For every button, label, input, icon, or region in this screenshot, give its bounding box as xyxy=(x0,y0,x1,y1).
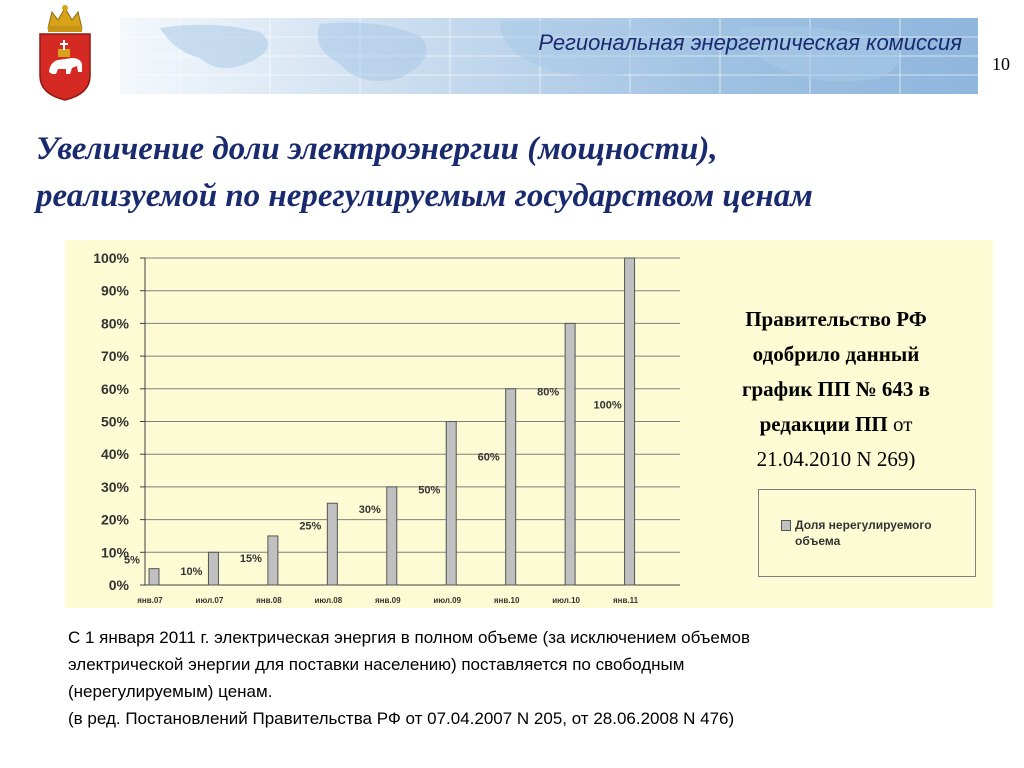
chart-legend xyxy=(758,489,976,577)
note-line-4-rest: от xyxy=(887,412,913,436)
x-tick-label: янв.08 xyxy=(256,596,282,605)
bar xyxy=(327,503,337,585)
x-tick-label: июл.08 xyxy=(314,596,343,605)
y-tick-label: 70% xyxy=(100,348,129,365)
y-tick-label: 90% xyxy=(100,282,129,299)
header-band xyxy=(120,18,978,94)
x-tick-label: янв.07 xyxy=(137,596,163,605)
footnote-line-1: С 1 января 2011 г. электрическая энергия в полном объеме (за исключением объемов xyxy=(68,628,751,647)
note-line-3: график ПП № 643 в xyxy=(741,377,931,401)
slide-title-line-2: реализуемой по нерегулируемым государством ценам xyxy=(36,178,813,214)
bar xyxy=(268,536,278,585)
footnote xyxy=(68,624,1008,732)
emblem xyxy=(34,2,96,102)
y-tick-label: 50% xyxy=(100,413,129,430)
bar xyxy=(565,323,575,585)
y-tick-label: 40% xyxy=(100,446,129,463)
data-label: 30% xyxy=(358,504,381,517)
slide-title-line-1: Увеличение доли электроэнергии (мощности), xyxy=(36,131,718,167)
note-line-2: одобрило данный xyxy=(752,342,920,366)
data-label: 5% xyxy=(124,554,140,567)
data-label: 10% xyxy=(180,566,203,578)
footnote-line-3: (нерегулируемым) ценам. xyxy=(68,682,273,701)
page-number: 10 xyxy=(992,54,1010,74)
x-tick-label: июл.09 xyxy=(433,596,462,605)
data-label: 25% xyxy=(299,520,322,533)
y-tick-label: 0% xyxy=(108,577,129,593)
data-label: 80% xyxy=(537,386,560,399)
bar xyxy=(208,552,218,585)
note-line-5: 21.04.2010 N 269) xyxy=(756,447,916,471)
y-tick-label: 20% xyxy=(100,511,129,528)
bar xyxy=(149,569,159,585)
note-line-4-bold: редакции ПП xyxy=(759,412,888,436)
footnote-line-2: электрической энергии для поставки населению) поставляется по свободным xyxy=(68,655,685,674)
y-tick-label: 30% xyxy=(100,478,129,495)
bar xyxy=(446,422,456,586)
data-label: 15% xyxy=(239,553,262,566)
data-label: 50% xyxy=(418,484,441,497)
data-label: 60% xyxy=(477,451,500,464)
footnote-line-4: (в ред. Постановлений Правительства РФ от 07.04.2007 N 205, от 28.06.2008 N 476) xyxy=(68,709,735,728)
bar xyxy=(387,487,397,585)
bar xyxy=(625,258,635,585)
organization-title: Региональная энергетическая комиссия xyxy=(538,30,962,55)
x-tick-label: янв.11 xyxy=(613,596,639,605)
legend-label: Доля нерегулируемого объема xyxy=(795,518,932,548)
y-tick-label: 60% xyxy=(100,380,129,397)
x-tick-label: июл.10 xyxy=(552,596,580,605)
government-approval-note xyxy=(690,302,982,477)
y-tick-label: 10% xyxy=(100,544,129,561)
x-tick-label: янв.10 xyxy=(493,596,520,605)
y-tick-label: 100% xyxy=(93,250,129,266)
slide-title xyxy=(36,126,996,220)
note-line-1: Правительство РФ xyxy=(745,307,927,331)
y-tick-label: 80% xyxy=(100,315,129,332)
x-tick-label: янв.09 xyxy=(375,596,401,605)
legend-swatch xyxy=(781,520,791,531)
x-tick-label: июл.07 xyxy=(195,596,224,605)
data-label: 100% xyxy=(593,399,622,412)
bar xyxy=(506,389,516,585)
perm-krai-coat-of-arms-icon xyxy=(34,2,96,102)
